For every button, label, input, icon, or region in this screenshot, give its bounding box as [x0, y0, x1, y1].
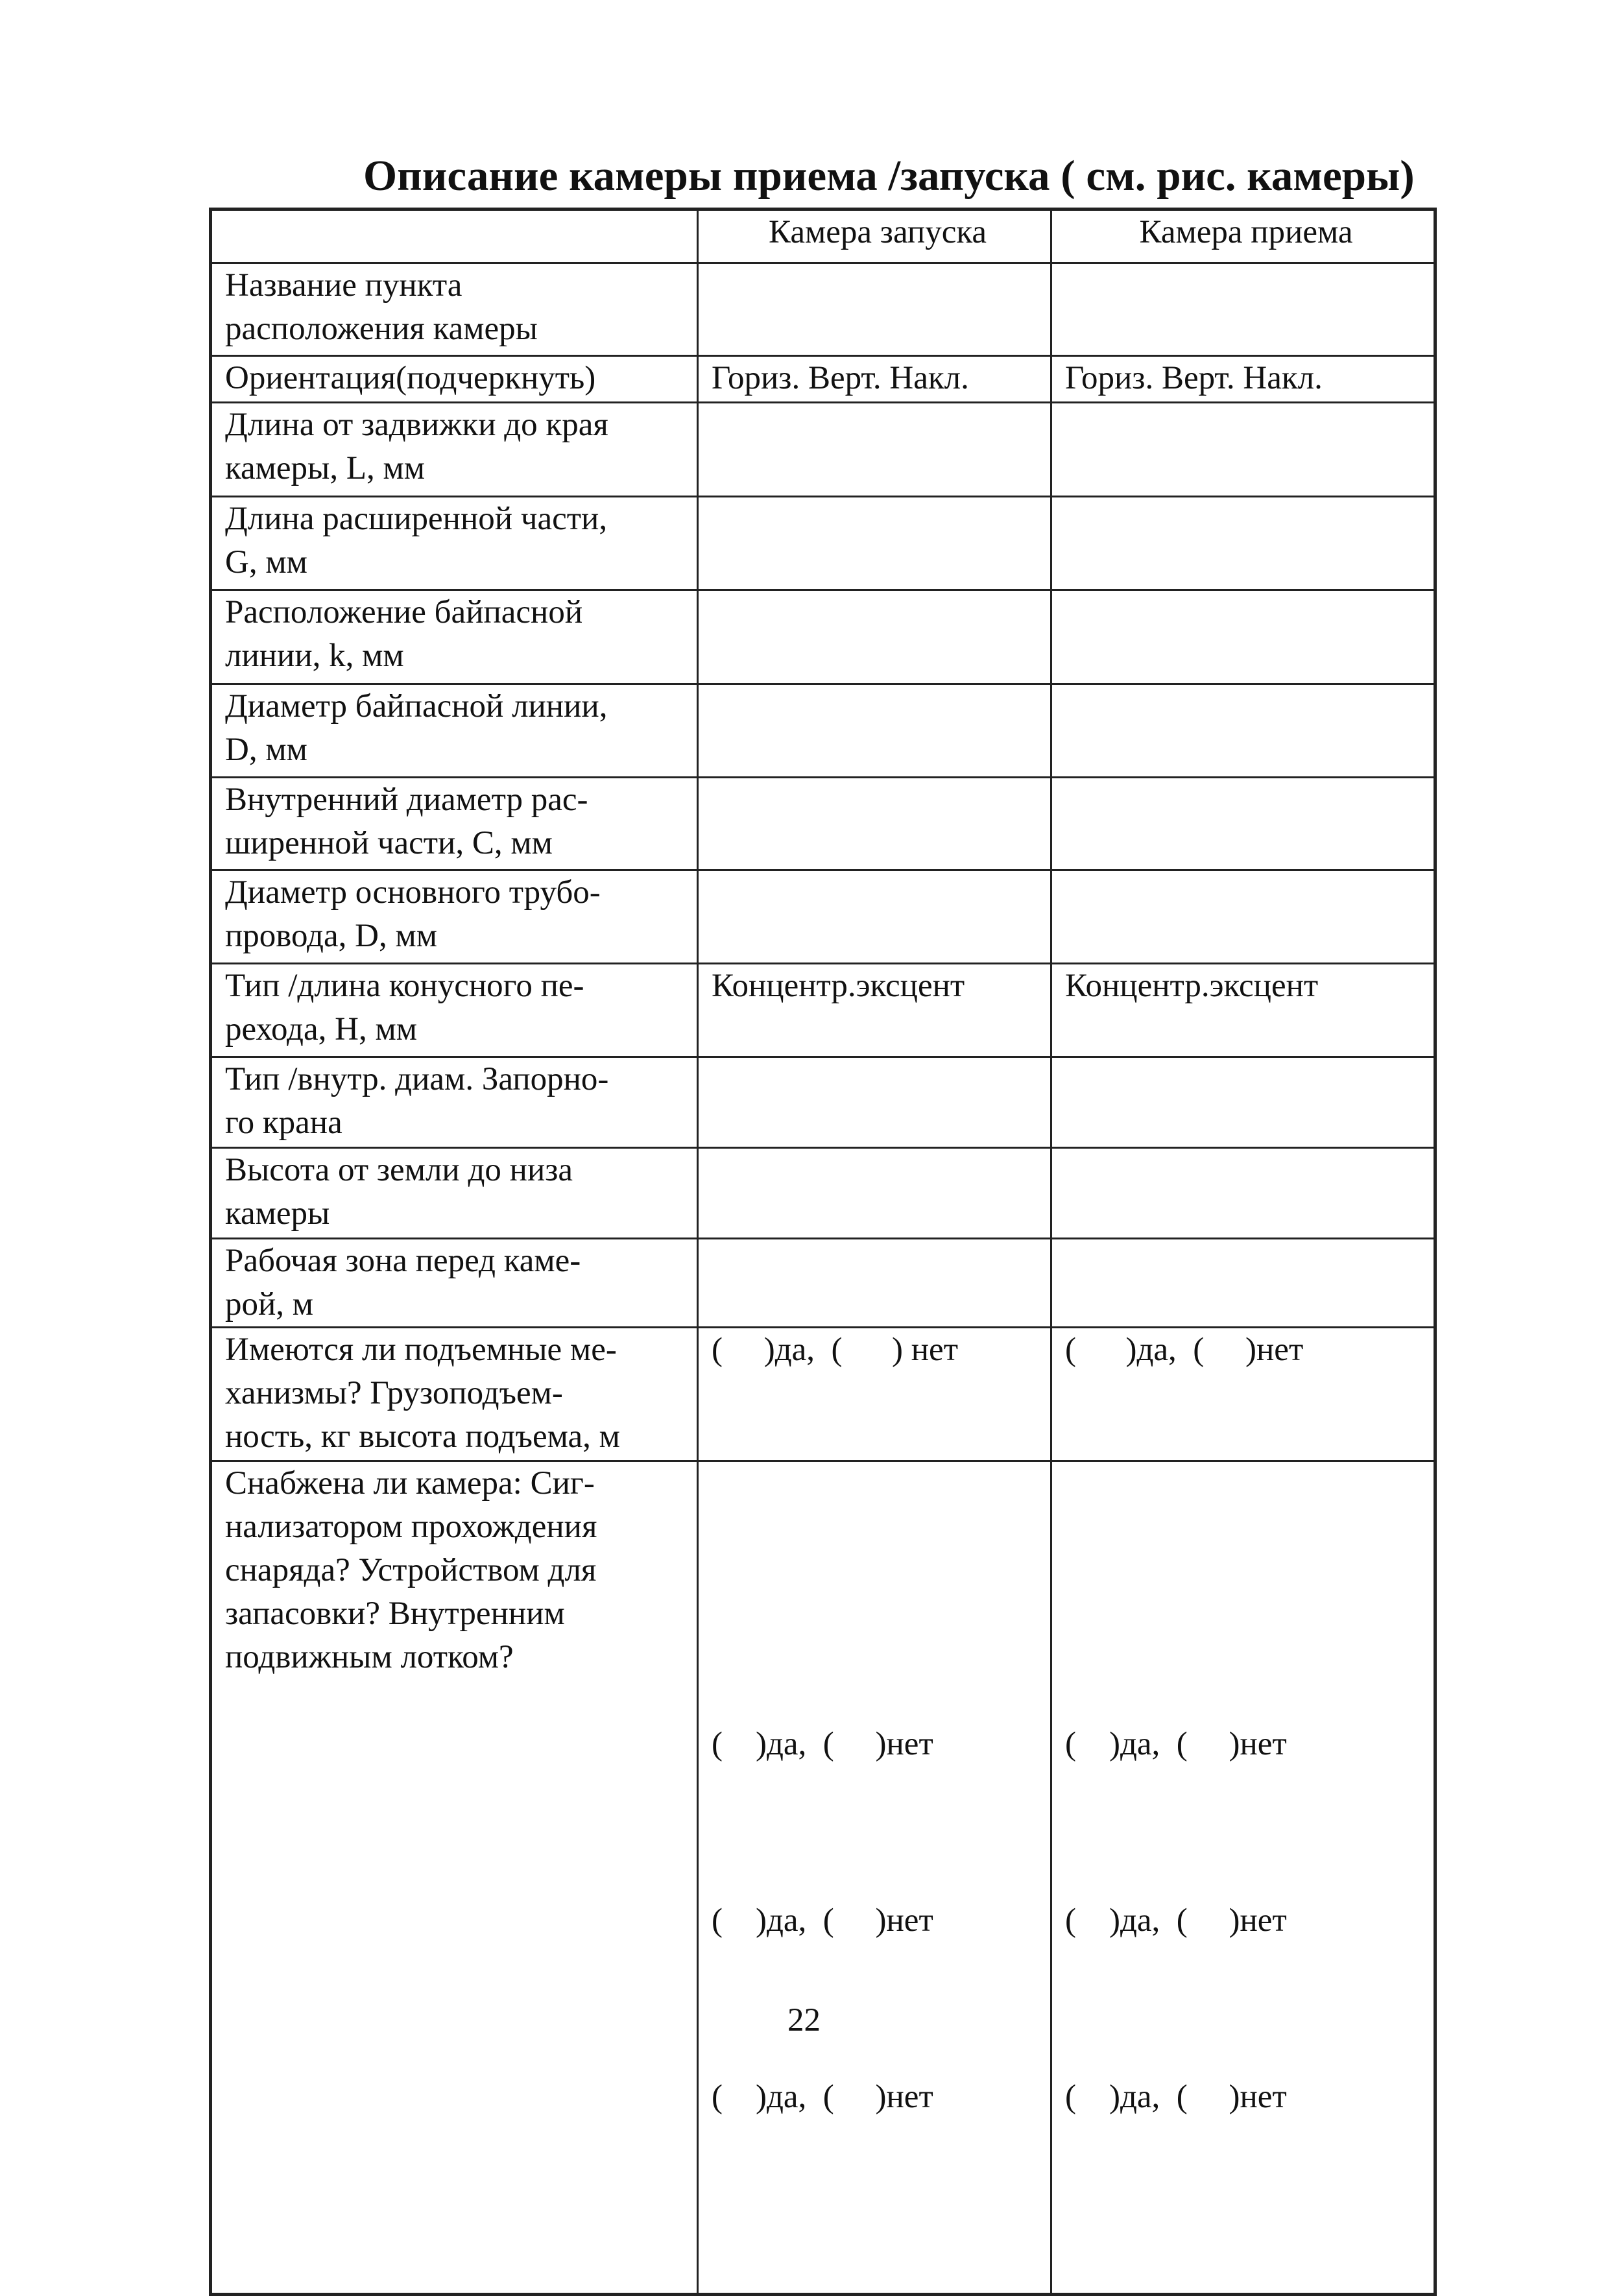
table-row: [211, 778, 1435, 870]
launch-value-cell[interactable]: [698, 403, 1051, 497]
table-row: [211, 1328, 1435, 1461]
receive-value-cell[interactable]: [1051, 1239, 1435, 1328]
launch-value-cell[interactable]: [698, 870, 1051, 964]
table-row: [211, 403, 1435, 497]
signaller-launch-yes-no[interactable]: ( )да, ( )нет: [712, 1726, 933, 1762]
receive-value-cell[interactable]: [1051, 870, 1435, 964]
receive-value-cell[interactable]: [1051, 263, 1435, 356]
equipment-launch-cell: [698, 1461, 1051, 2295]
row-label: Ориентация(подчеркнуть): [225, 360, 596, 396]
receive-value-cell[interactable]: [1051, 403, 1435, 497]
receive-value-cell[interactable]: [1051, 1057, 1435, 1148]
row-label: Тип /длина конусного пе- рехода, Н, мм: [225, 968, 584, 1047]
header-receive-camera: Камера приема: [1051, 209, 1435, 263]
receive-value-cell[interactable]: [1051, 590, 1435, 684]
table-row: [211, 964, 1435, 1057]
receive-value-cell[interactable]: [1051, 778, 1435, 870]
row-label: Длина от задвижки до края камеры, L, мм: [225, 407, 608, 486]
header-empty-cell: [211, 209, 698, 263]
launch-value-cell[interactable]: [698, 1057, 1051, 1148]
table-row: [211, 1461, 1435, 2295]
loading-device-launch-yes-no[interactable]: ( )да, ( )нет: [712, 1902, 933, 1939]
receive-value-cell[interactable]: [1051, 1148, 1435, 1239]
launch-value-cell[interactable]: [698, 590, 1051, 684]
table-row: [211, 1057, 1435, 1148]
table-row: [211, 1148, 1435, 1239]
launch-value-cell[interactable]: [698, 684, 1051, 778]
launch-value-cell[interactable]: Концентр.эксцент: [698, 964, 1051, 1057]
table-row: [211, 356, 1435, 403]
equipment-receive-cell: [1051, 1461, 1435, 2295]
page-number: 22: [787, 2002, 821, 2039]
row-label: Тип /внутр. диам. Запорно- го крана: [225, 1061, 609, 1141]
table-row: [211, 684, 1435, 778]
tray-launch-yes-no[interactable]: ( )да, ( )нет: [712, 2079, 933, 2115]
header-launch-camera: Камера запуска: [698, 209, 1051, 263]
row-label: Внутренний диаметр рас- ширенной части, С, мм: [225, 782, 588, 861]
receive-value-cell[interactable]: [1051, 684, 1435, 778]
page-title: Описание камеры приема /запуска ( см. рис. камеры): [363, 152, 1415, 200]
loading-device-receive-yes-no[interactable]: ( )да, ( )нет: [1065, 1902, 1287, 1939]
row-label: Снабжена ли камера: Сиг- нализатором прохождения снаряда? Устройством для запасовки? Внутренним подвижным лотком?: [225, 1465, 597, 1675]
lifting-receive-yes-no[interactable]: ( )да, ( )нет: [1051, 1328, 1435, 1461]
launch-value-cell[interactable]: [698, 778, 1051, 870]
table-row: [211, 263, 1435, 356]
launch-value-cell[interactable]: [698, 1148, 1051, 1239]
row-label: Название пункта расположения камеры: [225, 267, 538, 347]
table-header-row: [211, 209, 1435, 263]
table-row: [211, 590, 1435, 684]
row-label: Рабочая зона перед каме- рой, м: [225, 1243, 581, 1322]
camera-description-table: [209, 208, 1437, 2296]
receive-value-cell[interactable]: Гориз. Верт. Накл.: [1051, 356, 1435, 403]
launch-value-cell[interactable]: [698, 497, 1051, 590]
row-label: Имеются ли подъемные ме- ханизмы? Грузоподъем- ность, кг высота подъема, м: [225, 1332, 620, 1455]
table-row: [211, 870, 1435, 964]
launch-value-cell[interactable]: [698, 263, 1051, 356]
launch-value-cell[interactable]: Гориз. Верт. Накл.: [698, 356, 1051, 403]
signaller-receive-yes-no[interactable]: ( )да, ( )нет: [1065, 1726, 1287, 1762]
tray-receive-yes-no[interactable]: ( )да, ( )нет: [1065, 2079, 1287, 2115]
table-row: [211, 497, 1435, 590]
row-label: Диаметр байпасной линии, D, мм: [225, 688, 608, 768]
row-label: Длина расширенной части, G, мм: [225, 501, 608, 580]
row-label: Высота от земли до низа камеры: [225, 1152, 573, 1232]
table-row: [211, 1239, 1435, 1328]
receive-value-cell[interactable]: Концентр.эксцент: [1051, 964, 1435, 1057]
launch-value-cell[interactable]: [698, 1239, 1051, 1328]
row-label: Диаметр основного трубо- провода, D, мм: [225, 874, 601, 954]
lifting-launch-yes-no[interactable]: ( )да, ( ) нет: [698, 1328, 1051, 1461]
row-label: Расположение байпасной линии, k, мм: [225, 594, 583, 674]
receive-value-cell[interactable]: [1051, 497, 1435, 590]
